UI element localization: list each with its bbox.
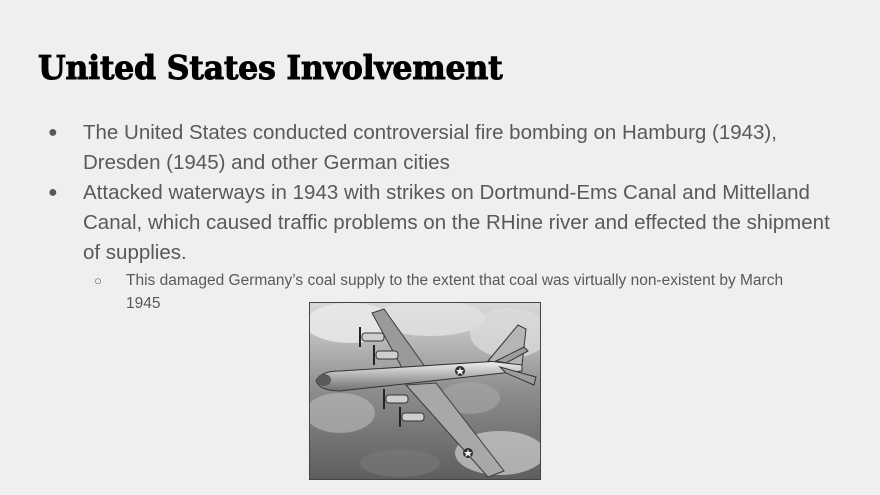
slide-title: United States Involvement: [38, 48, 503, 87]
bullet-item: [0, 118, 843, 178]
bomber-image-icon: [310, 303, 540, 479]
bullet-list: [0, 118, 880, 315]
sub-bullet-circle-icon: ○: [94, 273, 102, 288]
b29-bomber-photo: [309, 302, 541, 480]
sub-bullet-text: This damaged Germany’s coal supply to the extent that coal was virtually non-existent by March 1945: [126, 272, 784, 312]
bullet-dot-icon: ●: [48, 124, 58, 141]
bullet-text: The United States conducted controversial fire bombing on Hamburg (1943), Dresden (1945) and other German cities: [83, 121, 777, 174]
bullet-text: Attacked waterways in 1943 with strikes on Dortmund-Ems Canal and Mittelland Canal, which caused traffic problems on the RHine river and effected the shipment of supplies.: [83, 181, 830, 264]
bullet-dot-icon: ●: [48, 184, 58, 201]
bullet-item: [0, 178, 843, 268]
